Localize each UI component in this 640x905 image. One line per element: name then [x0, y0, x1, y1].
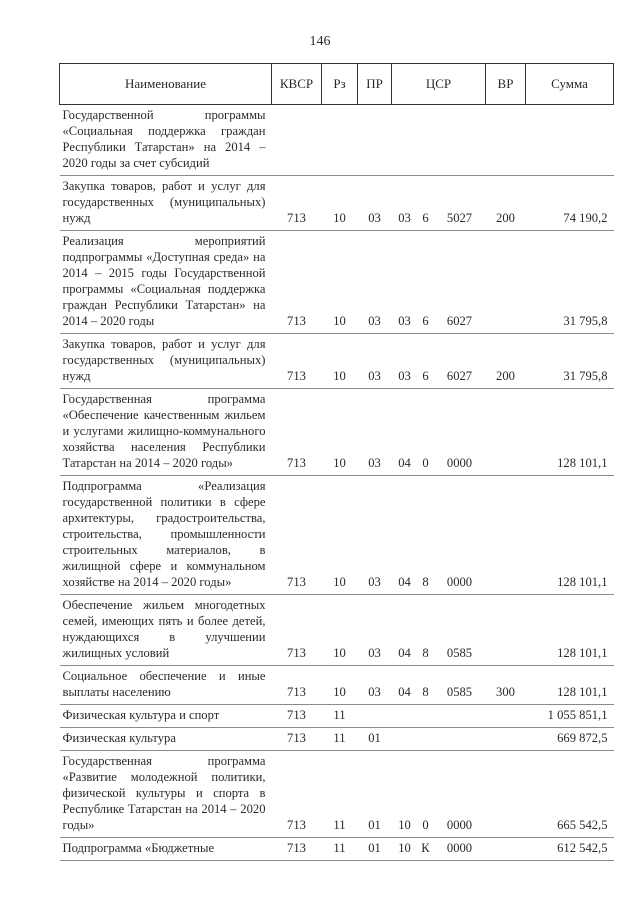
row-csr-subprogram: 6 [418, 334, 434, 389]
table-row [60, 389, 614, 476]
row-pr: 01 [358, 728, 392, 751]
row-csr-code [434, 728, 486, 751]
row-name: Социальное обеспечение и иные выплаты населению [60, 666, 272, 705]
row-sum: 128 101,1 [526, 389, 614, 476]
row-kvsr: 713 [272, 838, 322, 861]
row-pr: 03 [358, 666, 392, 705]
row-csr-program: 10 [392, 838, 418, 861]
row-csr-code: 0000 [434, 751, 486, 838]
row-vr: 300 [486, 666, 526, 705]
row-csr-code: 0000 [434, 476, 486, 595]
row-name: Физическая культура [60, 728, 272, 751]
row-csr-program [392, 105, 418, 176]
table-body [60, 105, 614, 861]
header-csr: ЦСР [392, 64, 486, 105]
row-pr [358, 705, 392, 728]
row-kvsr: 713 [272, 231, 322, 334]
row-csr-subprogram [418, 105, 434, 176]
row-name: Государственная программа «Обеспечение качественным жильем и услугами жилищно-коммунального хозяйства населения Республики Татарстан на 2014 – 2020 годы» [60, 389, 272, 476]
row-rz: 10 [322, 231, 358, 334]
row-pr: 03 [358, 176, 392, 231]
row-csr-subprogram: 6 [418, 176, 434, 231]
row-vr [486, 728, 526, 751]
header-sum: Сумма [526, 64, 614, 105]
row-csr-subprogram: 8 [418, 595, 434, 666]
row-csr-code [434, 705, 486, 728]
row-rz: 11 [322, 838, 358, 861]
row-csr-program: 04 [392, 476, 418, 595]
row-sum: 612 542,5 [526, 838, 614, 861]
row-kvsr [272, 105, 322, 176]
row-csr-code: 0000 [434, 389, 486, 476]
row-pr: 03 [358, 389, 392, 476]
table-row [60, 728, 614, 751]
row-pr: 03 [358, 231, 392, 334]
row-kvsr: 713 [272, 595, 322, 666]
table-row [60, 334, 614, 389]
row-rz: 11 [322, 705, 358, 728]
row-csr-program: 10 [392, 751, 418, 838]
row-csr-subprogram: 8 [418, 666, 434, 705]
row-name: Обеспечение жильем многодетных семей, имеющих пять и более детей, нуждающихся в улучшении жилищных условий [60, 595, 272, 666]
row-vr [486, 476, 526, 595]
row-csr-program: 03 [392, 176, 418, 231]
row-pr [358, 105, 392, 176]
row-vr: 200 [486, 334, 526, 389]
row-csr-code: 0585 [434, 595, 486, 666]
row-csr-program: 03 [392, 231, 418, 334]
row-csr-program: 03 [392, 334, 418, 389]
row-name: Подпрограмма «Бюджетные [60, 838, 272, 861]
row-kvsr: 713 [272, 705, 322, 728]
row-rz: 11 [322, 751, 358, 838]
header-rz: Рз [322, 64, 358, 105]
row-csr-program: 04 [392, 389, 418, 476]
row-sum: 128 101,1 [526, 666, 614, 705]
row-vr [486, 705, 526, 728]
row-csr-code: 0000 [434, 838, 486, 861]
row-vr [486, 838, 526, 861]
row-name: Физическая культура и спорт [60, 705, 272, 728]
row-kvsr: 713 [272, 389, 322, 476]
row-name: Государственная программа «Развитие молодежной политики, физической культуры и спорта в Республике Татарстан на 2014 – 2020 годы» [60, 751, 272, 838]
row-csr-program: 04 [392, 666, 418, 705]
row-sum: 31 795,8 [526, 334, 614, 389]
table-row [60, 705, 614, 728]
row-kvsr: 713 [272, 176, 322, 231]
header-pr: ПР [358, 64, 392, 105]
row-vr: 200 [486, 176, 526, 231]
row-csr-code: 5027 [434, 176, 486, 231]
row-csr-subprogram [418, 728, 434, 751]
table-row [60, 476, 614, 595]
row-rz: 10 [322, 176, 358, 231]
table-header-row [60, 64, 614, 105]
row-name: Подпрограмма «Реализация государственной политики в сфере архитектуры, градостроительства, строительства, промышленности строительных материалов, в жилищной сфере и коммунальном хозяйстве на 2014 – 2020 годы» [60, 476, 272, 595]
row-csr-code: 6027 [434, 334, 486, 389]
row-csr-code: 6027 [434, 231, 486, 334]
budget-table [59, 63, 614, 861]
row-rz: 10 [322, 595, 358, 666]
row-vr [486, 231, 526, 334]
row-vr [486, 751, 526, 838]
row-rz [322, 105, 358, 176]
row-csr-program [392, 705, 418, 728]
table-row [60, 595, 614, 666]
row-name: Реализация мероприятий подпрограммы «Доступная среда» на 2014 – 2015 годы Государственной программы «Социальная поддержка граждан Республики Татарстан» на 2014 – 2020 годы [60, 231, 272, 334]
row-vr [486, 389, 526, 476]
row-vr [486, 105, 526, 176]
row-csr-code [434, 105, 486, 176]
header-kvsr: КВСР [272, 64, 322, 105]
row-rz: 10 [322, 334, 358, 389]
row-rz: 10 [322, 476, 358, 595]
row-csr-subprogram: К [418, 838, 434, 861]
row-kvsr: 713 [272, 728, 322, 751]
row-name: Государственной программы «Социальная поддержка граждан Республики Татарстан» на 2014 – 2020 годы за счет субсидий [60, 105, 272, 176]
table-row [60, 666, 614, 705]
row-sum: 128 101,1 [526, 476, 614, 595]
row-csr-subprogram: 0 [418, 389, 434, 476]
row-sum: 1 055 851,1 [526, 705, 614, 728]
row-rz: 10 [322, 666, 358, 705]
row-sum: 665 542,5 [526, 751, 614, 838]
row-csr-subprogram: 6 [418, 231, 434, 334]
row-csr-subprogram: 8 [418, 476, 434, 595]
row-csr-program: 04 [392, 595, 418, 666]
row-kvsr: 713 [272, 666, 322, 705]
row-sum: 31 795,8 [526, 231, 614, 334]
row-csr-code: 0585 [434, 666, 486, 705]
page-number: 146 [309, 34, 331, 49]
row-pr: 03 [358, 334, 392, 389]
table-row [60, 231, 614, 334]
row-kvsr: 713 [272, 751, 322, 838]
row-pr: 03 [358, 476, 392, 595]
row-kvsr: 713 [272, 476, 322, 595]
row-sum [526, 105, 614, 176]
row-csr-subprogram: 0 [418, 751, 434, 838]
row-sum: 128 101,1 [526, 595, 614, 666]
row-csr-program [392, 728, 418, 751]
row-rz: 10 [322, 389, 358, 476]
row-csr-subprogram [418, 705, 434, 728]
row-name: Закупка товаров, работ и услуг для государственных (муниципальных) нужд [60, 176, 272, 231]
row-pr: 03 [358, 595, 392, 666]
row-sum: 74 190,2 [526, 176, 614, 231]
row-kvsr: 713 [272, 334, 322, 389]
row-rz: 11 [322, 728, 358, 751]
row-name: Закупка товаров, работ и услуг для государственных (муниципальных) нужд [60, 334, 272, 389]
table-row [60, 105, 614, 176]
row-pr: 01 [358, 751, 392, 838]
table-row [60, 751, 614, 838]
table-row [60, 176, 614, 231]
row-sum: 669 872,5 [526, 728, 614, 751]
table-row [60, 838, 614, 861]
row-vr [486, 595, 526, 666]
header-name: Наименование [60, 64, 272, 105]
header-vr: ВР [486, 64, 526, 105]
row-pr: 01 [358, 838, 392, 861]
